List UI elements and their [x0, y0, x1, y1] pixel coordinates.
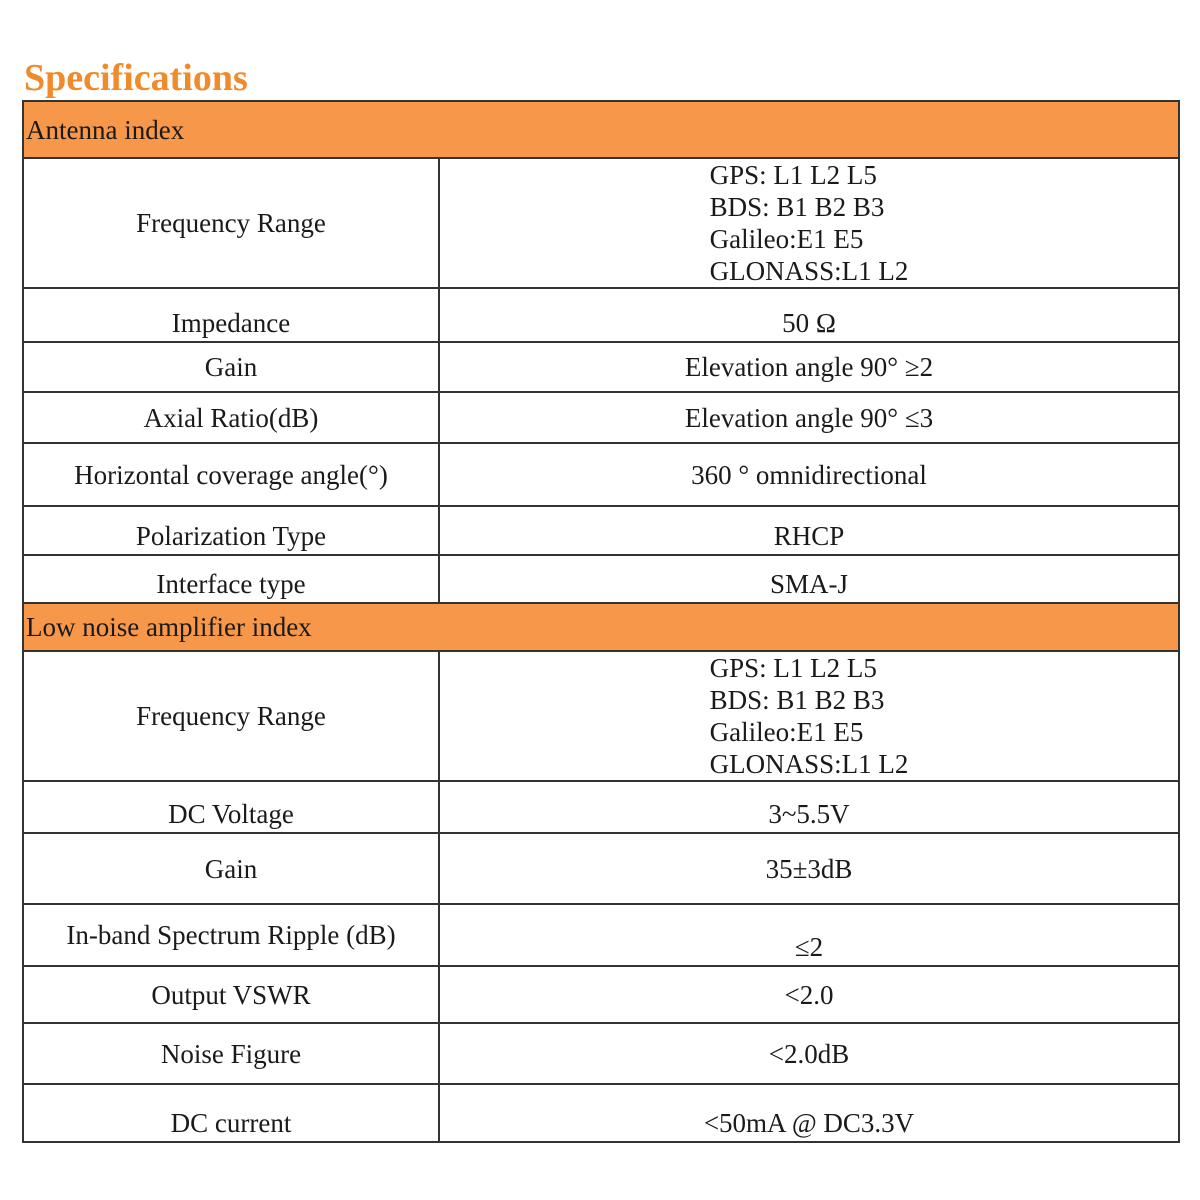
table-row — [23, 443, 1179, 506]
row-value: 35±3dB — [439, 833, 1179, 904]
frequency-item: GLONASS:L1 L2 — [709, 256, 909, 286]
section-header-label: Antenna index — [23, 101, 1179, 158]
section-header-label: Low noise amplifier index — [23, 603, 1179, 651]
row-value — [439, 651, 1179, 781]
row-value: <2.0dB — [439, 1023, 1179, 1084]
row-label: Impedance — [23, 288, 439, 342]
table-row — [23, 392, 1179, 443]
table-row — [23, 1084, 1179, 1142]
spec-table — [22, 100, 1180, 1143]
row-value: <50mA @ DC3.3V — [439, 1084, 1179, 1142]
frequency-item: Galileo:E1 E5 — [709, 224, 864, 254]
section-header-lna — [23, 603, 1179, 651]
frequency-item: GLONASS:L1 L2 — [709, 749, 909, 779]
row-label: Gain — [23, 833, 439, 904]
row-value: 360 ° omnidirectional — [439, 443, 1179, 506]
row-label: Gain — [23, 342, 439, 392]
row-value: <2.0 — [439, 966, 1179, 1023]
row-label: Noise Figure — [23, 1023, 439, 1084]
table-row — [23, 288, 1179, 342]
frequency-item: BDS: B1 B2 B3 — [709, 685, 885, 715]
row-label: In-band Spectrum Ripple (dB) — [23, 904, 439, 966]
table-row — [23, 158, 1179, 288]
frequency-item: GPS: L1 L2 L5 — [709, 160, 877, 190]
frequency-item: BDS: B1 B2 B3 — [709, 192, 885, 222]
table-row — [23, 342, 1179, 392]
row-value: Elevation angle 90° ≥2 — [439, 342, 1179, 392]
row-value: RHCP — [439, 506, 1179, 555]
row-value: 50 Ω — [439, 288, 1179, 342]
frequency-list — [710, 652, 909, 780]
row-value: ≤2 — [439, 904, 1179, 966]
row-label: Horizontal coverage angle(°) — [23, 443, 439, 506]
table-row — [23, 1023, 1179, 1084]
frequency-item: Galileo:E1 E5 — [709, 717, 864, 747]
page-title: Specifications — [24, 57, 248, 99]
row-label: Frequency Range — [23, 158, 439, 288]
frequency-list — [710, 159, 909, 287]
row-label: Interface type — [23, 555, 439, 603]
frequency-item: GPS: L1 L2 L5 — [709, 653, 877, 683]
row-value: SMA-J — [439, 555, 1179, 603]
row-label: Frequency Range — [23, 651, 439, 781]
table-row — [23, 506, 1179, 555]
row-value: Elevation angle 90° ≤3 — [439, 392, 1179, 443]
table-row — [23, 781, 1179, 833]
row-value — [439, 158, 1179, 288]
section-header-antenna — [23, 101, 1179, 158]
table-row — [23, 904, 1179, 966]
table-row — [23, 555, 1179, 603]
row-label: Axial Ratio(dB) — [23, 392, 439, 443]
table-row — [23, 966, 1179, 1023]
row-label: Polarization Type — [23, 506, 439, 555]
row-label: DC current — [23, 1084, 439, 1142]
table-row — [23, 833, 1179, 904]
table-row — [23, 651, 1179, 781]
row-value: 3~5.5V — [439, 781, 1179, 833]
row-label: Output VSWR — [23, 966, 439, 1023]
row-label: DC Voltage — [23, 781, 439, 833]
